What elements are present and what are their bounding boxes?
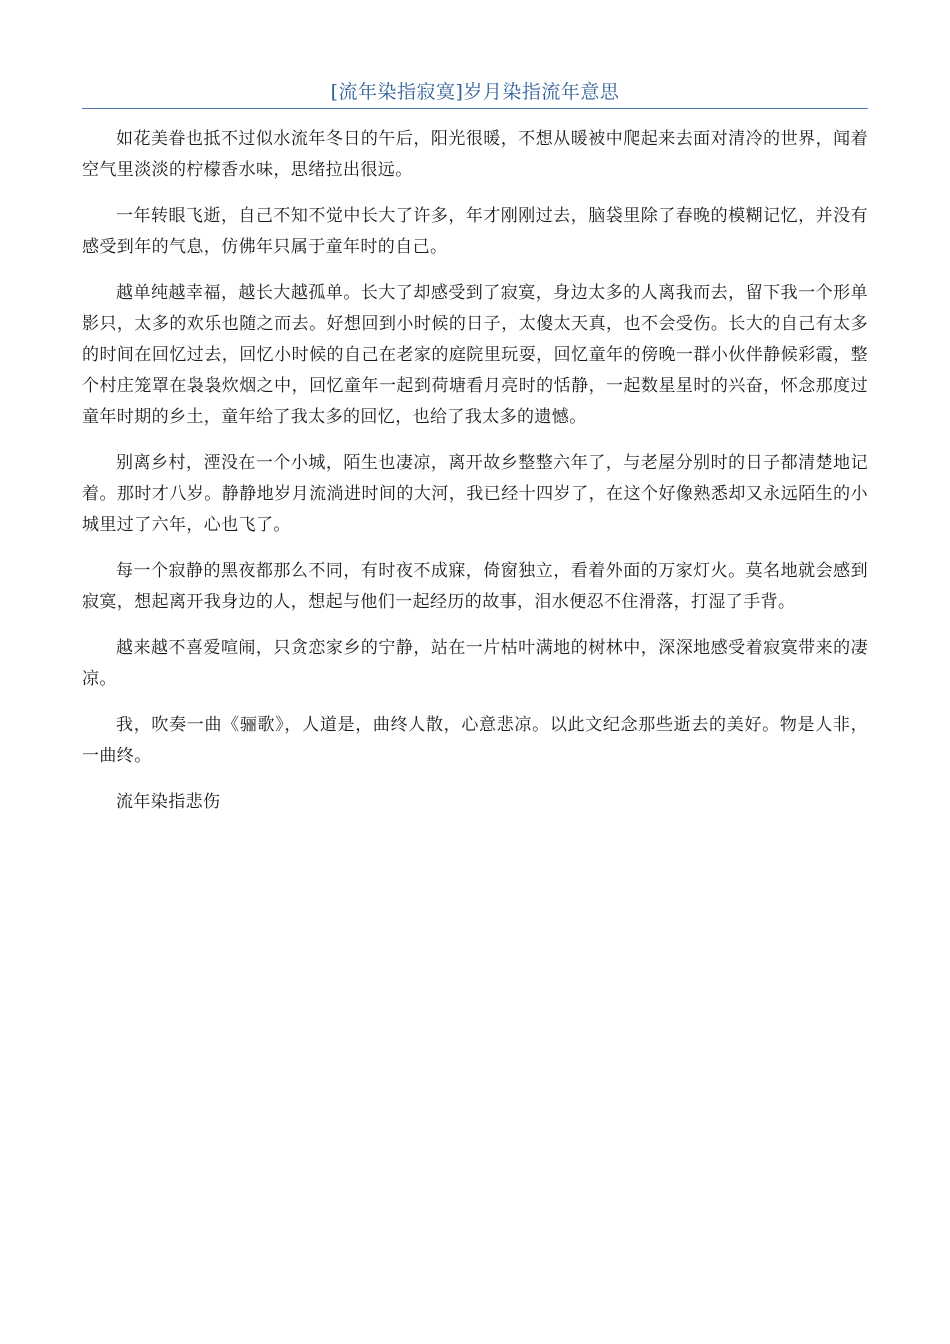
paragraph-7: 我，吹奏一曲《骊歌》，人道是，曲终人散，心意悲凉。以此文纪念那些逝去的美好。物是人非，一曲终。 (82, 715, 868, 766)
page-header (82, 78, 868, 109)
paragraph-1: 如花美眷也抵不过似水流年冬日的午后，阳光很暖，不想从暖被中爬起来去面对清冷的世界，闻着空气里淡淡的柠檬香水味，思绪拉出很远。 (82, 129, 868, 180)
paragraph-5: 每一个寂静的黑夜都那么不同，有时夜不成寐，倚窗独立，看着外面的万家灯火。莫名地就会感到寂寞，想起离开我身边的人，想起与他们一起经历的故事，泪水便忍不住滑落，打湿了手背。 (82, 561, 868, 612)
paragraph-3: 越单纯越幸福，越长大越孤单。长大了却感受到了寂寞，身边太多的人离我而去，留下我一个形单影只，太多的欢乐也随之而去。好想回到小时候的日子，太傻太天真，也不会受伤。长大的自己有太多的时间在回忆过去，回忆小时候的自己在老家的庭院里玩耍，回忆童年的傍晚一群小伙伴静候彩霞，整个村庄笼罩在袅袅炊烟之中，回忆童年一起到荷塘看月亮时的恬静，一起数星星时的兴奋，怀念那度过童年时期的乡土，童年给了我太多的回忆，也给了我太多的遗憾。 (82, 283, 868, 427)
paragraph-6: 越来越不喜爱喧闹，只贪恋家乡的宁静，站在一片枯叶满地的树林中，深深地感受着寂寞带来的凄凉。 (82, 638, 868, 689)
article-body (82, 124, 868, 833)
closing-line: 流年染指悲伤 (116, 792, 221, 812)
paragraph-4: 别离乡村，湮没在一个小城，陌生也凄凉，离开故乡整整六年了，与老屋分别时的日子都清楚地记着。那时才八岁。静静地岁月流淌进时间的大河，我已经十四岁了，在这个好像熟悉却又永远陌生的小城里过了六年，心也飞了。 (82, 453, 868, 535)
page-title: [流年染指寂寞]岁月染指流年意思 (330, 81, 620, 103)
paragraph-2: 一年转眼飞逝，自己不知不觉中长大了许多，年才刚刚过去，脑袋里除了春晚的模糊记忆，并没有感受到年的气息，仿佛年只属于童年时的自己。 (82, 206, 868, 257)
